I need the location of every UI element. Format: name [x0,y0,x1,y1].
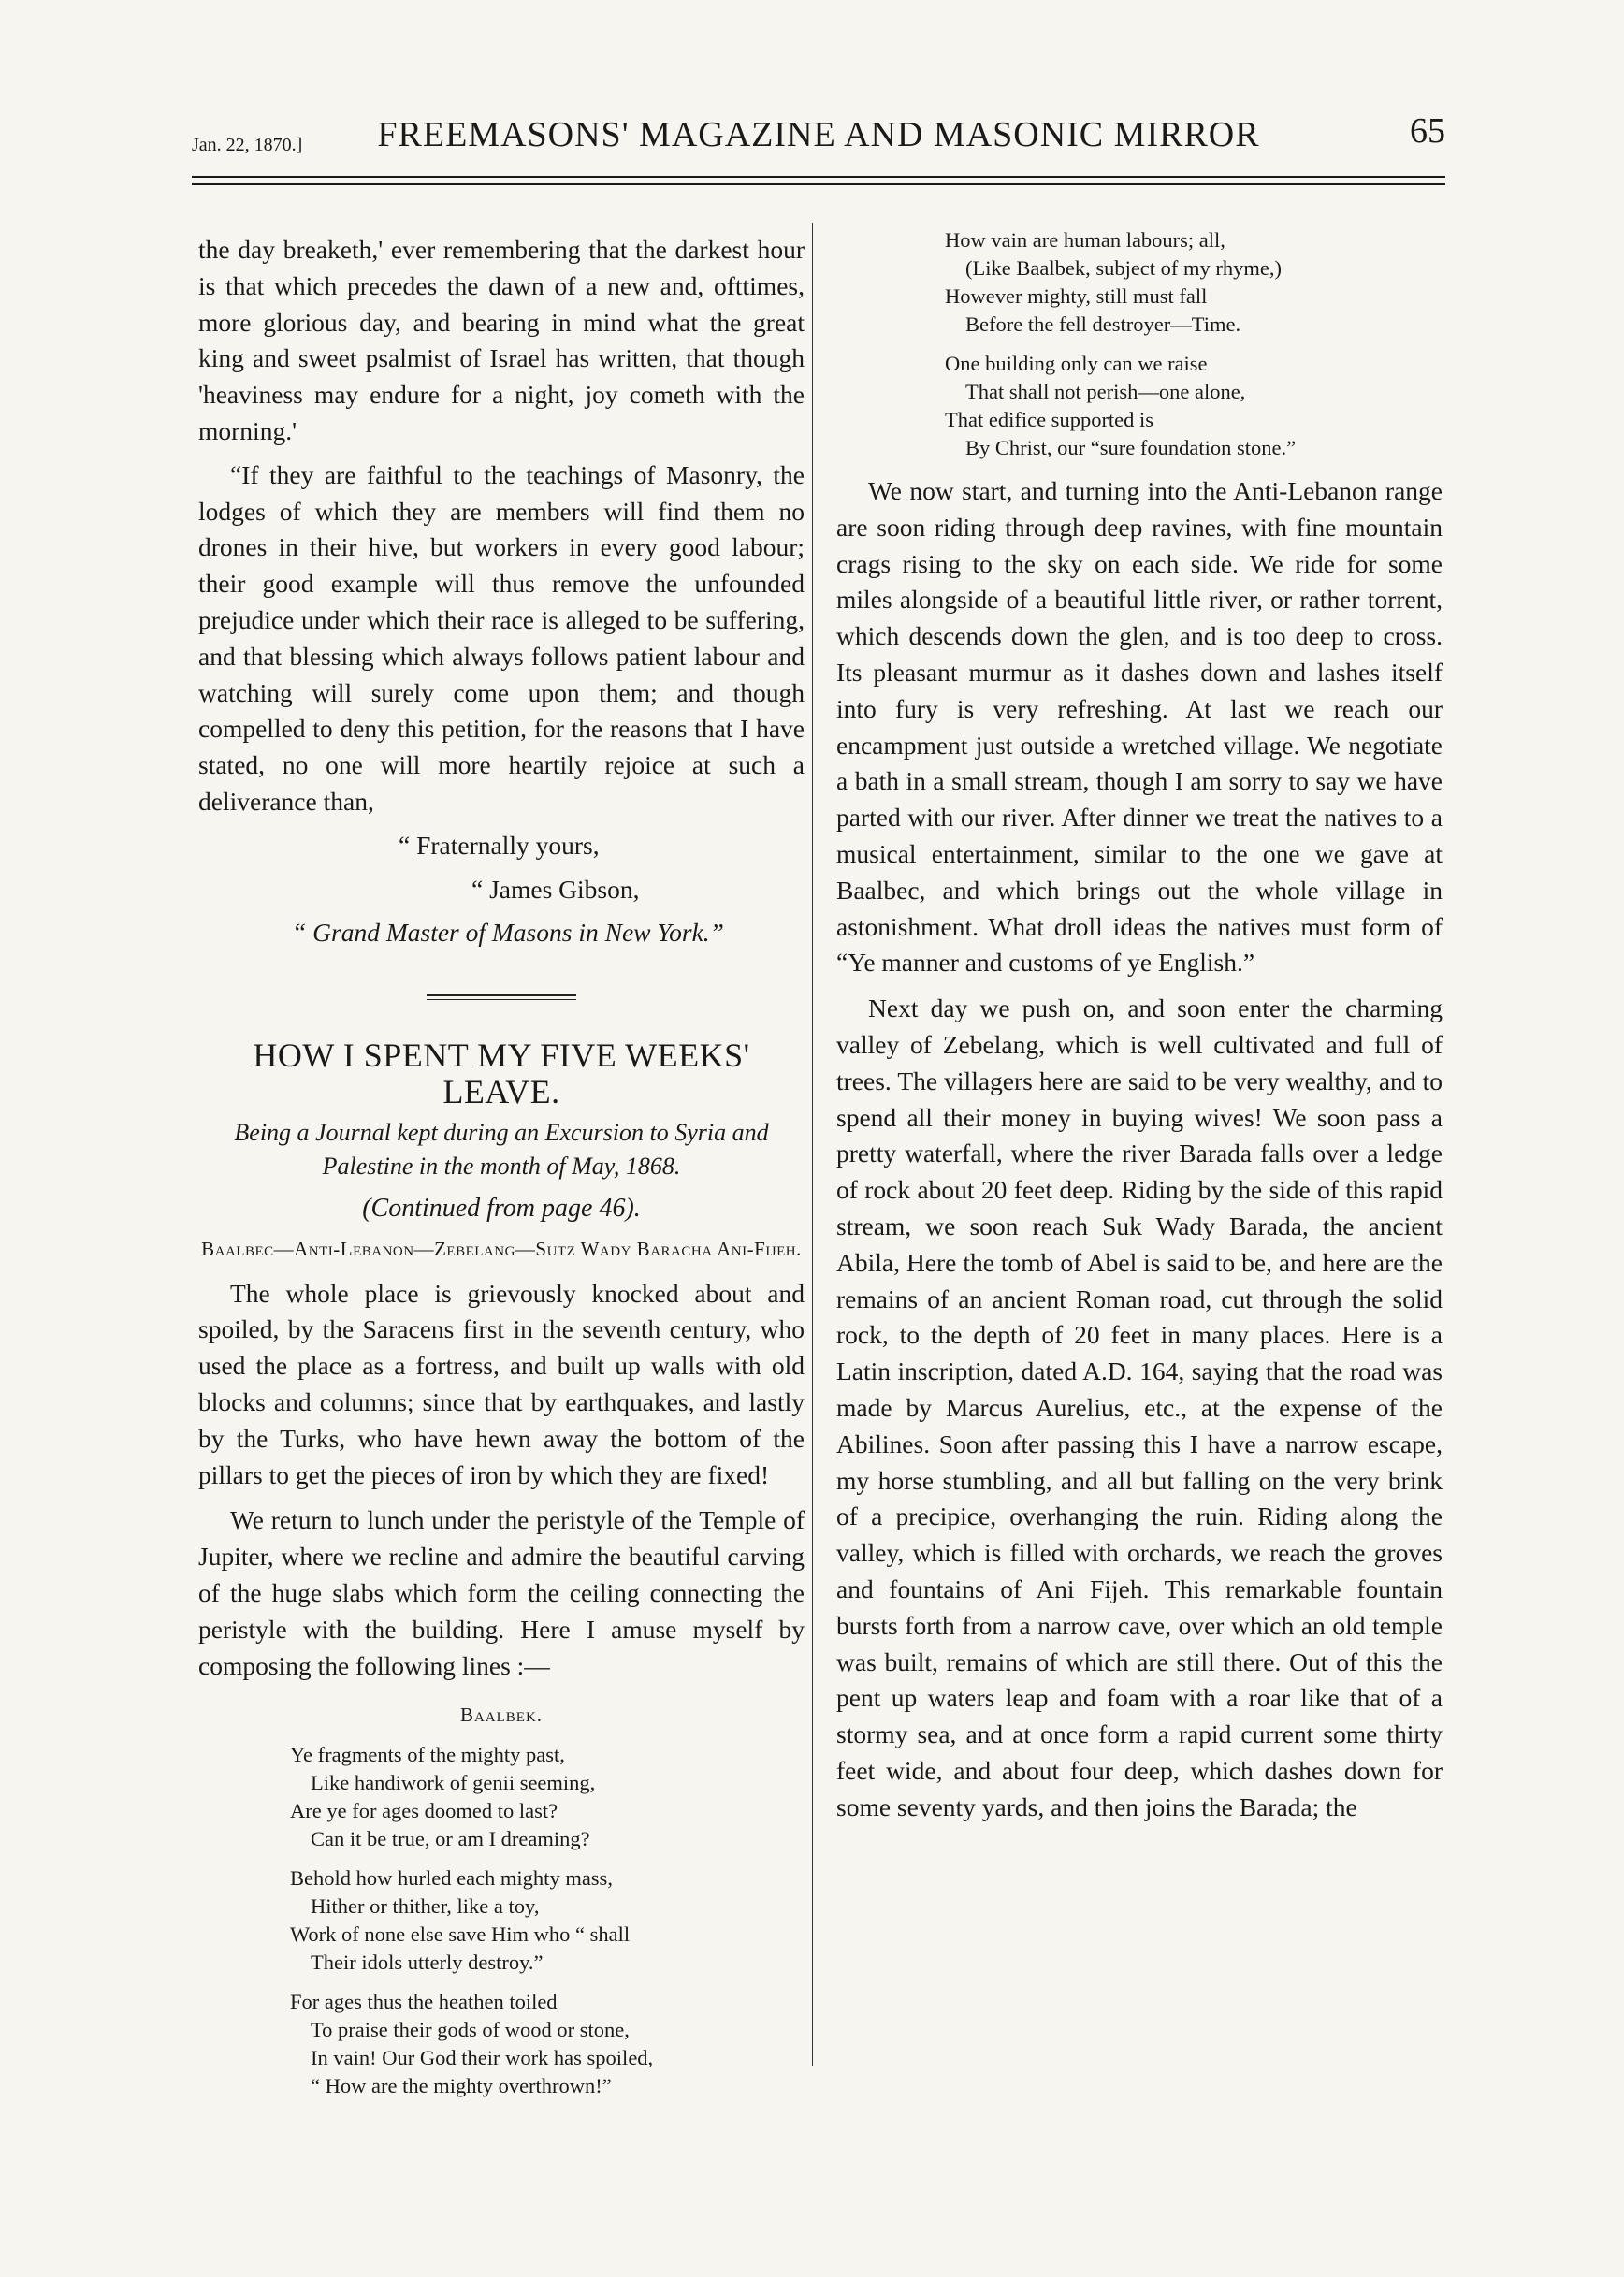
poem-stanza [258,1864,805,1977]
poem-line: That edifice supported is [945,408,1154,431]
right-column [836,228,1443,1833]
article-paragraph: We now start, and turning into the Anti-Lebanon range are soon riding through deep ravines, with fine mountain crags rising to the sky on each side. We ride for some miles alongside of a beautiful little river, or rather torrent, which descends down the glen, and is too deep to cross. Its pleasant murmur as it dashes down and lashes itself into fury is very refreshing. At last we reach our encampment just outside a wretched village. We negotiate a bath in a small stream, though I am sorry to say we have parted with our river. After dinner we treat the natives to a musical entertainment, similar to the one we gave at Baalbec, and which brings out the whole village in astonishment. What droll ideas the natives must form of “Ye manner and customs of ye English.” [836,476,1443,978]
poem-line: In vain! Our God their work has spoiled, [311,2046,654,2070]
poem-line: To praise their gods of wood or stone, [311,2018,630,2042]
poem-line: Work of none else save Him who “ shall [290,1922,631,1947]
header-rule-bottom [192,183,1445,185]
article-paragraph: The whole place is grievously knocked about and spoiled, by the Saracens first in the seventh century, who used the place as a fortress, and built up walls with old blocks and columns; since that by earthquakes, and lastly by the Turks, who have hewn away the bottom of the pillars to get the pieces of iron by which they are fixed! [198,1278,805,1489]
poem-line: Behold how hurled each mighty mass, [290,1866,613,1891]
letter-paragraph: the day breaketh,' ever remembering that the darkest hour is that which precedes the dawn of a new and, ofttimes, more glorious day, and bearing in mind what the great king and sweet psalmist of Israel has written, that though 'heaviness may endure for a night, joy cometh with the morning.' [198,235,805,445]
poem-stanza [913,226,1443,339]
page-header [192,103,1445,159]
poem-line: For ages thus the heathen toiled [290,1990,558,2014]
poem-line: Ye fragments of the mighty past, [290,1743,565,1767]
left-column [198,232,805,2111]
poem-stanza [913,350,1443,462]
letter-signature: “ James Gibson, [471,874,640,904]
column-divider [812,223,813,2066]
section-divider [427,994,576,1000]
article-title: HOW I SPENT MY FIVE WEEKS' LEAVE. [253,1037,750,1110]
letter-signature-title: “ Grand Master of Masons in New York.” [292,918,724,948]
poem-line: Can it be true, or am I dreaming? [311,1827,590,1851]
article-paragraph: Next day we push on, and soon enter the charming valley of Zebelang, which is well cultivated and full of trees. The villagers here are said to be very wealthy, and to spend all their money in buying wives! We soon pass a pretty waterfall, where the river Barada falls over a ledge of rock about 20 feet deep. Riding by the side of this rapid stream, we soon reach Suk Wady Barada, the ancient Abila, Here the tomb of Abel is said to be, and here are the remains of an ancient Roman road, cut through the solid rock, to the depth of 20 feet in many places. Here is a Latin inscription, dated A.D. 164, saying that the road was made by Marcus Aurelius, etc., at the expense of the Abilines. Soon after passing this I have a narrow escape, my horse stumbling, and all but falling on the very brink of a precipice, overhanging the ruin. Riding along the valley, which is filled with orchards, we reach the groves and fountains of Ani Fijeh. This remarkable fountain bursts forth from a narrow cave, over which an old temple was built, remains of which are still there. Out of this the pent up waters leap and foam with a roar like that of a stormy sea, and at once form a rapid current some thirty feet wide, and about four deep, which dashes down for some seventy yards, and then joins the Barada; the [836,993,1443,1821]
page-number: 65 [1410,111,1445,151]
poem-line: Are ye for ages doomed to last? [290,1799,558,1823]
poem-line: Before the fell destroyer—Time. [965,312,1241,336]
section-places: Baalbec—Anti-Lebanon—Zebelang—Sutz Wady Baracha Ani-Fijeh. [201,1237,802,1260]
poem-line: (Like Baalbek, subject of my rhyme,) [965,256,1283,280]
letter-closing: “ Fraternally yours, [399,830,600,860]
header-rule-top [192,176,1445,178]
magazine-title: FREEMASONS' MAGAZINE AND MASONIC MIRROR [377,115,1260,154]
poem-line: However mighty, still must fall [945,284,1208,308]
continued-note: (Continued from page 46). [362,1193,641,1223]
poem-line: By Christ, our “sure foundation stone.” [965,436,1297,459]
poem-line: Their idols utterly destroy.” [311,1951,544,1975]
poem-line: That shall not perish—one alone, [965,380,1246,403]
article-paragraph: We return to lunch under the peristyle of the Temple of Jupiter, where we recline and admire the beautiful carving of the huge slabs which form the ceiling connecting the peristyle with the building. Here I amuse myself by composing the following lines :— [198,1505,805,1680]
poem-line: How vain are human labours; all, [945,228,1225,252]
issue-date: Jan. 22, 1870.] [192,135,303,155]
poem-line: Like handiwork of genii seeming, [311,1771,596,1795]
poem-line: One building only can we raise [945,352,1208,375]
poem-line: Hither or thither, like a toy, [311,1894,540,1919]
poem-stanza [258,1741,805,1853]
letter-paragraph: “If they are faithful to the teachings of Masonry, the lodges of which they are members will find them no drones in their hive, but workers in every good labour; their good example will thus remove the unfounded prejudice under which their race is alleged to be suffering, and that blessing which always follows patient labour and watching will surely come upon them; and though compelled to deny this petition, for the reasons that I have stated, no one will more heartily rejoice at such a deliverance than, [198,459,805,816]
article-subtitle: Being a Journal kept during an Excursion to Syria and Palestine in the month of May, 1868. [234,1118,769,1180]
poem-stanza [258,1988,805,2100]
poem-line: “ How are the mighty overthrown!” [311,2074,612,2098]
poem-title: Baalbek. [459,1704,544,1727]
